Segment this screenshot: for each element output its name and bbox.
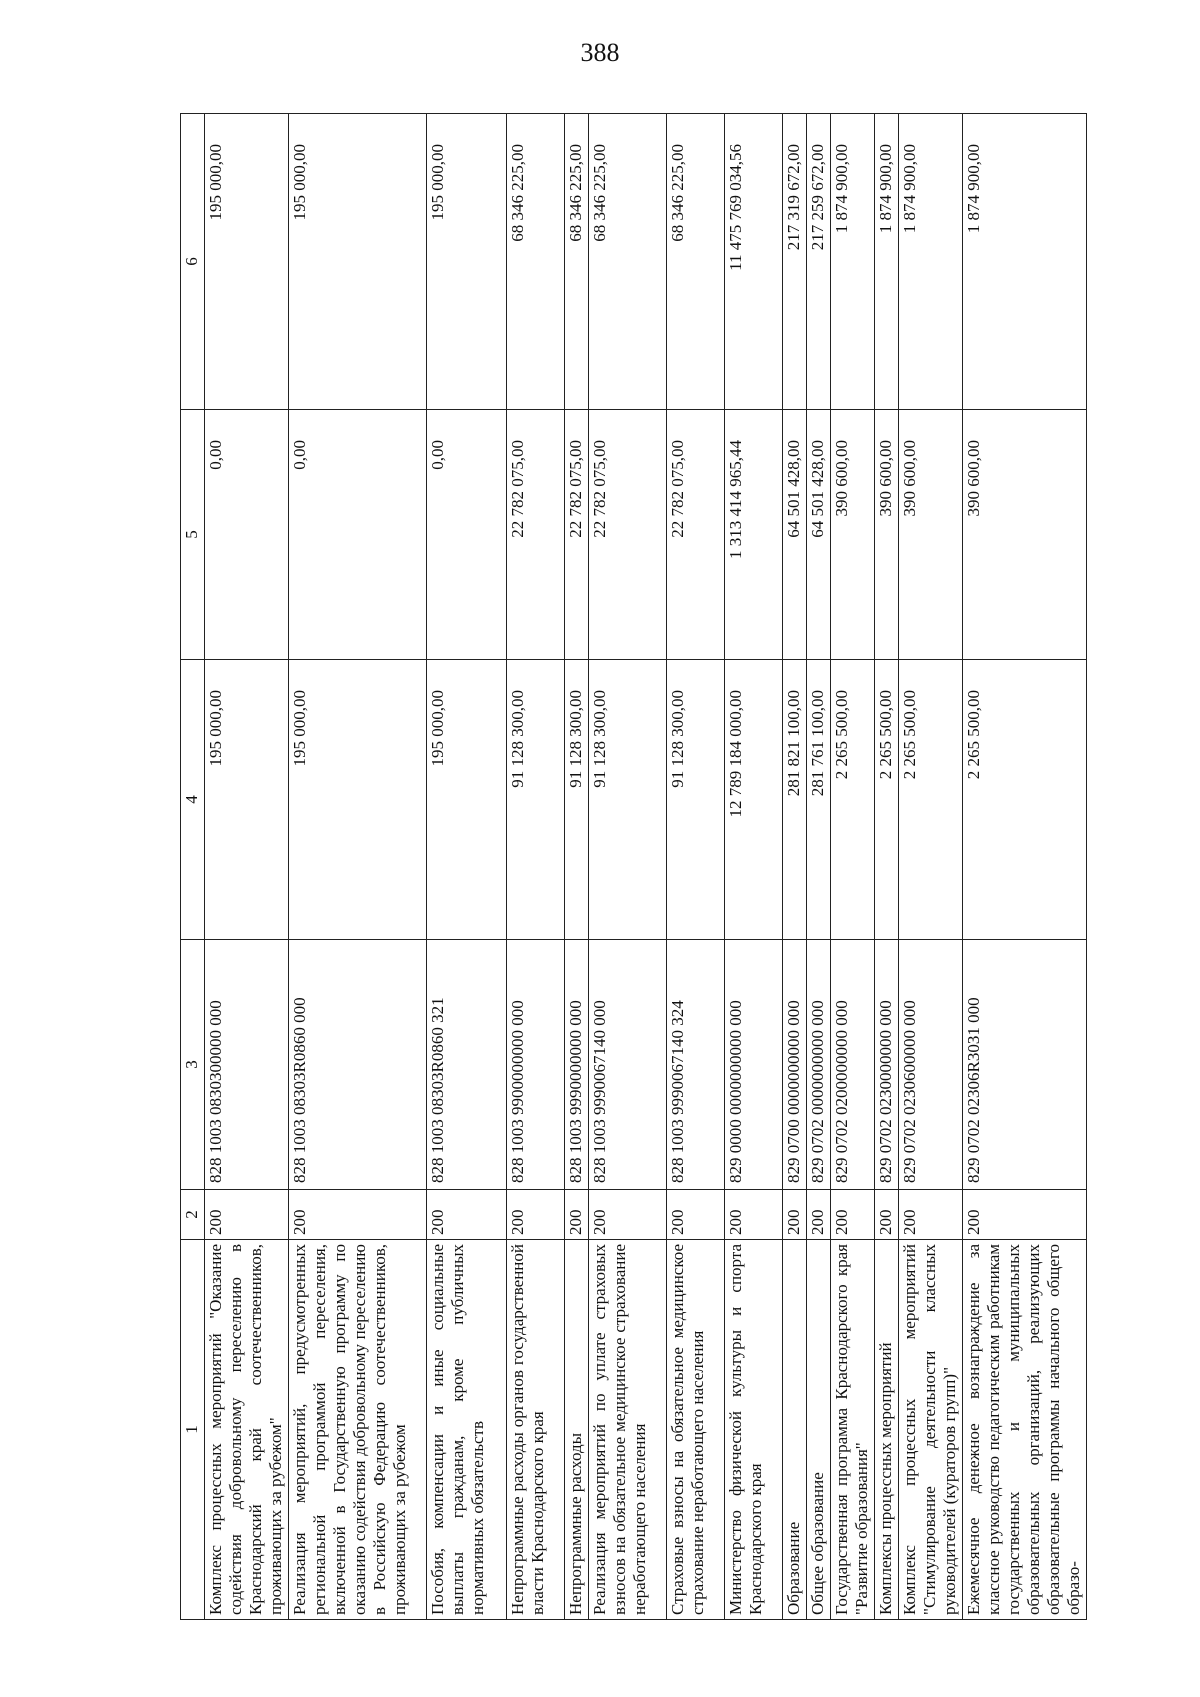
row-value-4: 281 821 100,00 xyxy=(783,660,807,940)
row-value-6: 11 475 769 034,56 xyxy=(725,114,783,410)
table-row xyxy=(507,114,565,1620)
table-row xyxy=(427,114,507,1620)
row-value-4: 12 789 184 000,00 xyxy=(725,660,783,940)
row-value-5: 0,00 xyxy=(289,410,427,660)
row-value-4: 91 128 300,00 xyxy=(667,660,725,940)
table-row xyxy=(807,114,831,1620)
row-value-5: 390 600,00 xyxy=(963,410,1087,660)
row-code: 200 xyxy=(831,1190,875,1240)
table-row xyxy=(589,114,667,1620)
table-row xyxy=(205,114,289,1620)
row-value-6: 195 000,00 xyxy=(205,114,289,410)
table-row xyxy=(725,114,783,1620)
row-code: 200 xyxy=(667,1190,725,1240)
row-value-6: 217 259 672,00 xyxy=(807,114,831,410)
row-value-6: 195 000,00 xyxy=(427,114,507,410)
row-kbk: 828 1003 9990067140 000 xyxy=(589,940,667,1190)
row-name: Непрограммные расходы xyxy=(565,1240,589,1620)
row-code: 200 xyxy=(807,1190,831,1240)
row-code: 200 xyxy=(205,1190,289,1240)
row-name: Комплексы процессных мероприятий xyxy=(875,1240,899,1620)
row-value-5: 390 600,00 xyxy=(875,410,899,660)
header-col-4: 4 xyxy=(181,660,205,940)
header-col-1: 1 xyxy=(181,1240,205,1620)
table-row xyxy=(667,114,725,1620)
row-name: Комплекс процессных мероприятий "Стимулирование деятельности классных руководителей (кураторов групп)" xyxy=(899,1240,963,1620)
table-row xyxy=(831,114,875,1620)
header-col-2: 2 xyxy=(181,1190,205,1240)
row-kbk: 828 1003 08303R0860 321 xyxy=(427,940,507,1190)
table-row xyxy=(289,114,427,1620)
page-number: 388 xyxy=(580,38,620,67)
row-value-5: 64 501 428,00 xyxy=(783,410,807,660)
row-kbk: 828 1003 9990067140 324 xyxy=(667,940,725,1190)
row-kbk: 829 0702 0000000000 000 xyxy=(807,940,831,1190)
budget-table-container xyxy=(180,114,1140,1620)
row-value-4: 2 265 500,00 xyxy=(831,660,875,940)
row-value-6: 68 346 225,00 xyxy=(507,114,565,410)
row-name: Образование xyxy=(783,1240,807,1620)
row-name: Министерство физической культуры и спорта Краснодарского края xyxy=(725,1240,783,1620)
row-code: 200 xyxy=(289,1190,427,1240)
row-value-6: 1 874 900,00 xyxy=(875,114,899,410)
row-value-5: 390 600,00 xyxy=(899,410,963,660)
row-name: Общее образование xyxy=(807,1240,831,1620)
table-header-row xyxy=(181,114,205,1620)
header-col-3: 3 xyxy=(181,940,205,1190)
row-name: Реализация мероприятий по уплате страховых взносов на обязательное медицинское страхование неработающего населения xyxy=(589,1240,667,1620)
row-code: 200 xyxy=(507,1190,565,1240)
table-row xyxy=(899,114,963,1620)
row-code: 200 xyxy=(783,1190,807,1240)
row-name: Комплекс процессных мероприятий "Оказание содействия добровольному переселению в Краснодарский край соотечественников, проживающих за рубежом" xyxy=(205,1240,289,1620)
row-kbk: 828 1003 08303R0860 000 xyxy=(289,940,427,1190)
row-value-4: 2 265 500,00 xyxy=(963,660,1087,940)
row-name: Государственная программа Краснодарского края "Развитие образования" xyxy=(831,1240,875,1620)
row-value-5: 0,00 xyxy=(427,410,507,660)
row-kbk: 828 1003 9990000000 000 xyxy=(565,940,589,1190)
row-name: Пособия, компенсации и иные социальные выплаты гражданам, кроме публичных нормативных обязательств xyxy=(427,1240,507,1620)
row-value-4: 91 128 300,00 xyxy=(589,660,667,940)
row-name: Реализация мероприятий, предусмотренных региональной программой переселения, включенной в Государственную программу по оказанию содействия добровольному переселению в Российскую Федерацию соотечественников, проживающих за рубежом xyxy=(289,1240,427,1620)
row-name: Ежемесячное денежное вознаграждение за классное руководство педагогическим работникам государственных и муниципальных образовательных организаций, реализующих образовательные программы начального общего образо- xyxy=(963,1240,1087,1620)
row-kbk: 829 0000 0000000000 000 xyxy=(725,940,783,1190)
row-value-6: 1 874 900,00 xyxy=(963,114,1087,410)
row-value-4: 281 761 100,00 xyxy=(807,660,831,940)
row-value-4: 2 265 500,00 xyxy=(899,660,963,940)
row-value-6: 217 319 672,00 xyxy=(783,114,807,410)
table-row xyxy=(783,114,807,1620)
row-value-5: 64 501 428,00 xyxy=(807,410,831,660)
row-value-4: 195 000,00 xyxy=(205,660,289,940)
row-kbk: 829 0702 0230600000 000 xyxy=(899,940,963,1190)
row-code: 200 xyxy=(589,1190,667,1240)
row-kbk: 828 1003 9900000000 000 xyxy=(507,940,565,1190)
row-kbk: 828 1003 0830300000 000 xyxy=(205,940,289,1190)
table-row xyxy=(963,114,1087,1620)
row-kbk: 829 0702 02306R3031 000 xyxy=(963,940,1087,1190)
row-value-4: 195 000,00 xyxy=(427,660,507,940)
row-code: 200 xyxy=(899,1190,963,1240)
row-value-5: 0,00 xyxy=(205,410,289,660)
row-value-5: 22 782 075,00 xyxy=(507,410,565,660)
table-row xyxy=(565,114,589,1620)
row-value-5: 22 782 075,00 xyxy=(589,410,667,660)
row-code: 200 xyxy=(725,1190,783,1240)
row-value-6: 68 346 225,00 xyxy=(589,114,667,410)
row-name: Страховые взносы на обязательное медицинское страхование неработающего населения xyxy=(667,1240,725,1620)
row-code: 200 xyxy=(427,1190,507,1240)
row-value-5: 390 600,00 xyxy=(831,410,875,660)
row-value-6: 68 346 225,00 xyxy=(667,114,725,410)
row-value-4: 91 128 300,00 xyxy=(507,660,565,940)
table-row xyxy=(875,114,899,1620)
row-code: 200 xyxy=(565,1190,589,1240)
row-value-5: 22 782 075,00 xyxy=(667,410,725,660)
row-value-4: 91 128 300,00 xyxy=(565,660,589,940)
row-code: 200 xyxy=(963,1190,1087,1240)
row-value-6: 68 346 225,00 xyxy=(565,114,589,410)
row-kbk: 829 0702 0230000000 000 xyxy=(875,940,899,1190)
row-value-5: 1 313 414 965,44 xyxy=(725,410,783,660)
row-code: 200 xyxy=(875,1190,899,1240)
row-value-4: 2 265 500,00 xyxy=(875,660,899,940)
row-kbk: 829 0702 0200000000 000 xyxy=(831,940,875,1190)
row-value-4: 195 000,00 xyxy=(289,660,427,940)
table-body xyxy=(205,114,1087,1620)
row-value-6: 1 874 900,00 xyxy=(899,114,963,410)
row-value-6: 1 874 900,00 xyxy=(831,114,875,410)
budget-table xyxy=(180,113,1087,1620)
row-name: Непрограммные расходы органов государственной власти Краснодарского края xyxy=(507,1240,565,1620)
header-col-5: 5 xyxy=(181,410,205,660)
row-value-5: 22 782 075,00 xyxy=(565,410,589,660)
header-col-6: 6 xyxy=(181,114,205,410)
row-kbk: 829 0700 0000000000 000 xyxy=(783,940,807,1190)
row-value-6: 195 000,00 xyxy=(289,114,427,410)
